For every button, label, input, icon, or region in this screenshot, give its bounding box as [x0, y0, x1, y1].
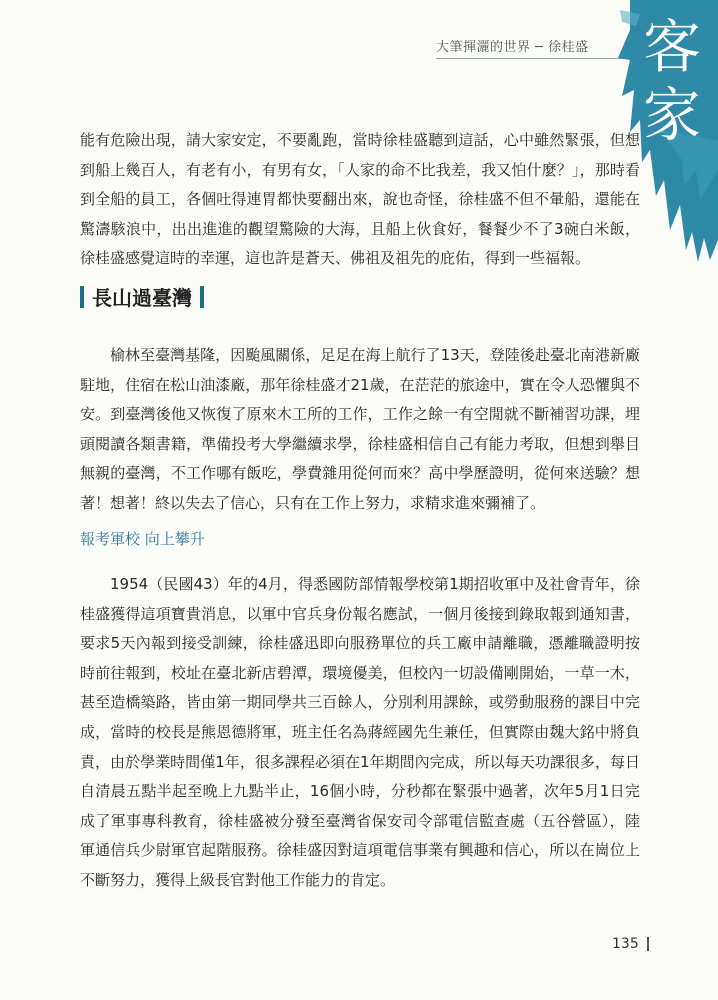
page-number-text: 135 — [612, 936, 639, 952]
body-paragraph-1: 能有危險出現，請大家安定，不要亂跑，當時徐桂盛聽到這話，心中雖然緊張，但想到船上幾百人，有老有小，有男有女，「人家的命不比我差，我又怕什麼？」，那時看到全船的員工，各個吐得連胃都快要翻出來，說也奇怪，徐桂盛不但不暈船，還能在驚濤駭浪中，出出進進的觀望驚險的大海，且船上伙食好，餐餐少不了3碗白米飯，徐桂盛感覺這時的幸運，這也許是蒼天、佛祖及祖先的庇佑，得到一些福報。 — [80, 131, 640, 268]
running-header: 大筆揮灑的世界 ─ 徐桂盛 — [436, 40, 589, 55]
heading-bar-left — [80, 286, 84, 308]
heading-bar-right — [200, 286, 204, 308]
body-paragraph-3: 1954（民國43）年的4月，得悉國防部情報學校第1期招收軍中及社會青年，徐桂盛獲得這項寶貴消息，以軍中官兵身份報名應試，一個月後接到錄取報到通知書，要求5天內報到接受訓練，徐桂盛迅即向服務單位的兵工廠申請離職，憑離職證明按時前往報到，校址在臺北新店碧潭，環境優美，但校內一切設備剛開始，一草一木，甚至造橋築路，皆由第一期同學共三百餘人，分別利用課餘，或勞動服務的課目中完成，當時的校長是熊恩德將軍，班主任名為蔣經國先生兼任，但實際由魏大銘中將負責，由於學業時間僅1年，很多課程必須在1年期間內完成，所以每天功課很多，每日自清晨五點半起至晚上九點半止，16個小時，分秒都在緊張中過著，次年5月1日完成了軍事專科教育，徐桂盛被分發至臺灣省保安司令部電信監查處（五谷營區），陸軍通信兵少尉軍官起階服務。徐桂盛因對這項電信事業有興趣和信心，所以在崗位上不斷努力，獲得上級長官對他工作能力的肯定。 — [80, 575, 640, 889]
body-paragraph-2: 榆林至臺灣基隆，因颱風關係，足足在海上航行了13天，登陸後赴臺北南港新廠駐地，住宿在松山油漆廠，那年徐桂盛才21歲，在茫茫的旅途中，實在令人恐懼與不安。到臺灣後他又恢復了原來木工所的工作，工作之餘一有空閒就不斷補習功課，埋頭閱讀各類書籍，準備投考大學繼續求學，徐桂盛相信自己有能力考取，但想到舉目無親的臺灣，不工作哪有飯吃，學費雜用從何而來？高中學歷證明，從何來送驗？想著！想著！終以失去了信心，只有在工作上努力，求精求進來彌補了。 — [80, 346, 640, 512]
section-heading — [80, 282, 204, 311]
subheading: 報考軍校 向上攀升 — [80, 530, 205, 548]
section-title: 長山過臺灣 — [92, 286, 192, 310]
badge-char-1: 客 — [642, 13, 701, 81]
badge-char-2: 家 — [642, 81, 701, 149]
page-number-bar — [647, 937, 649, 951]
page-number — [612, 936, 649, 952]
